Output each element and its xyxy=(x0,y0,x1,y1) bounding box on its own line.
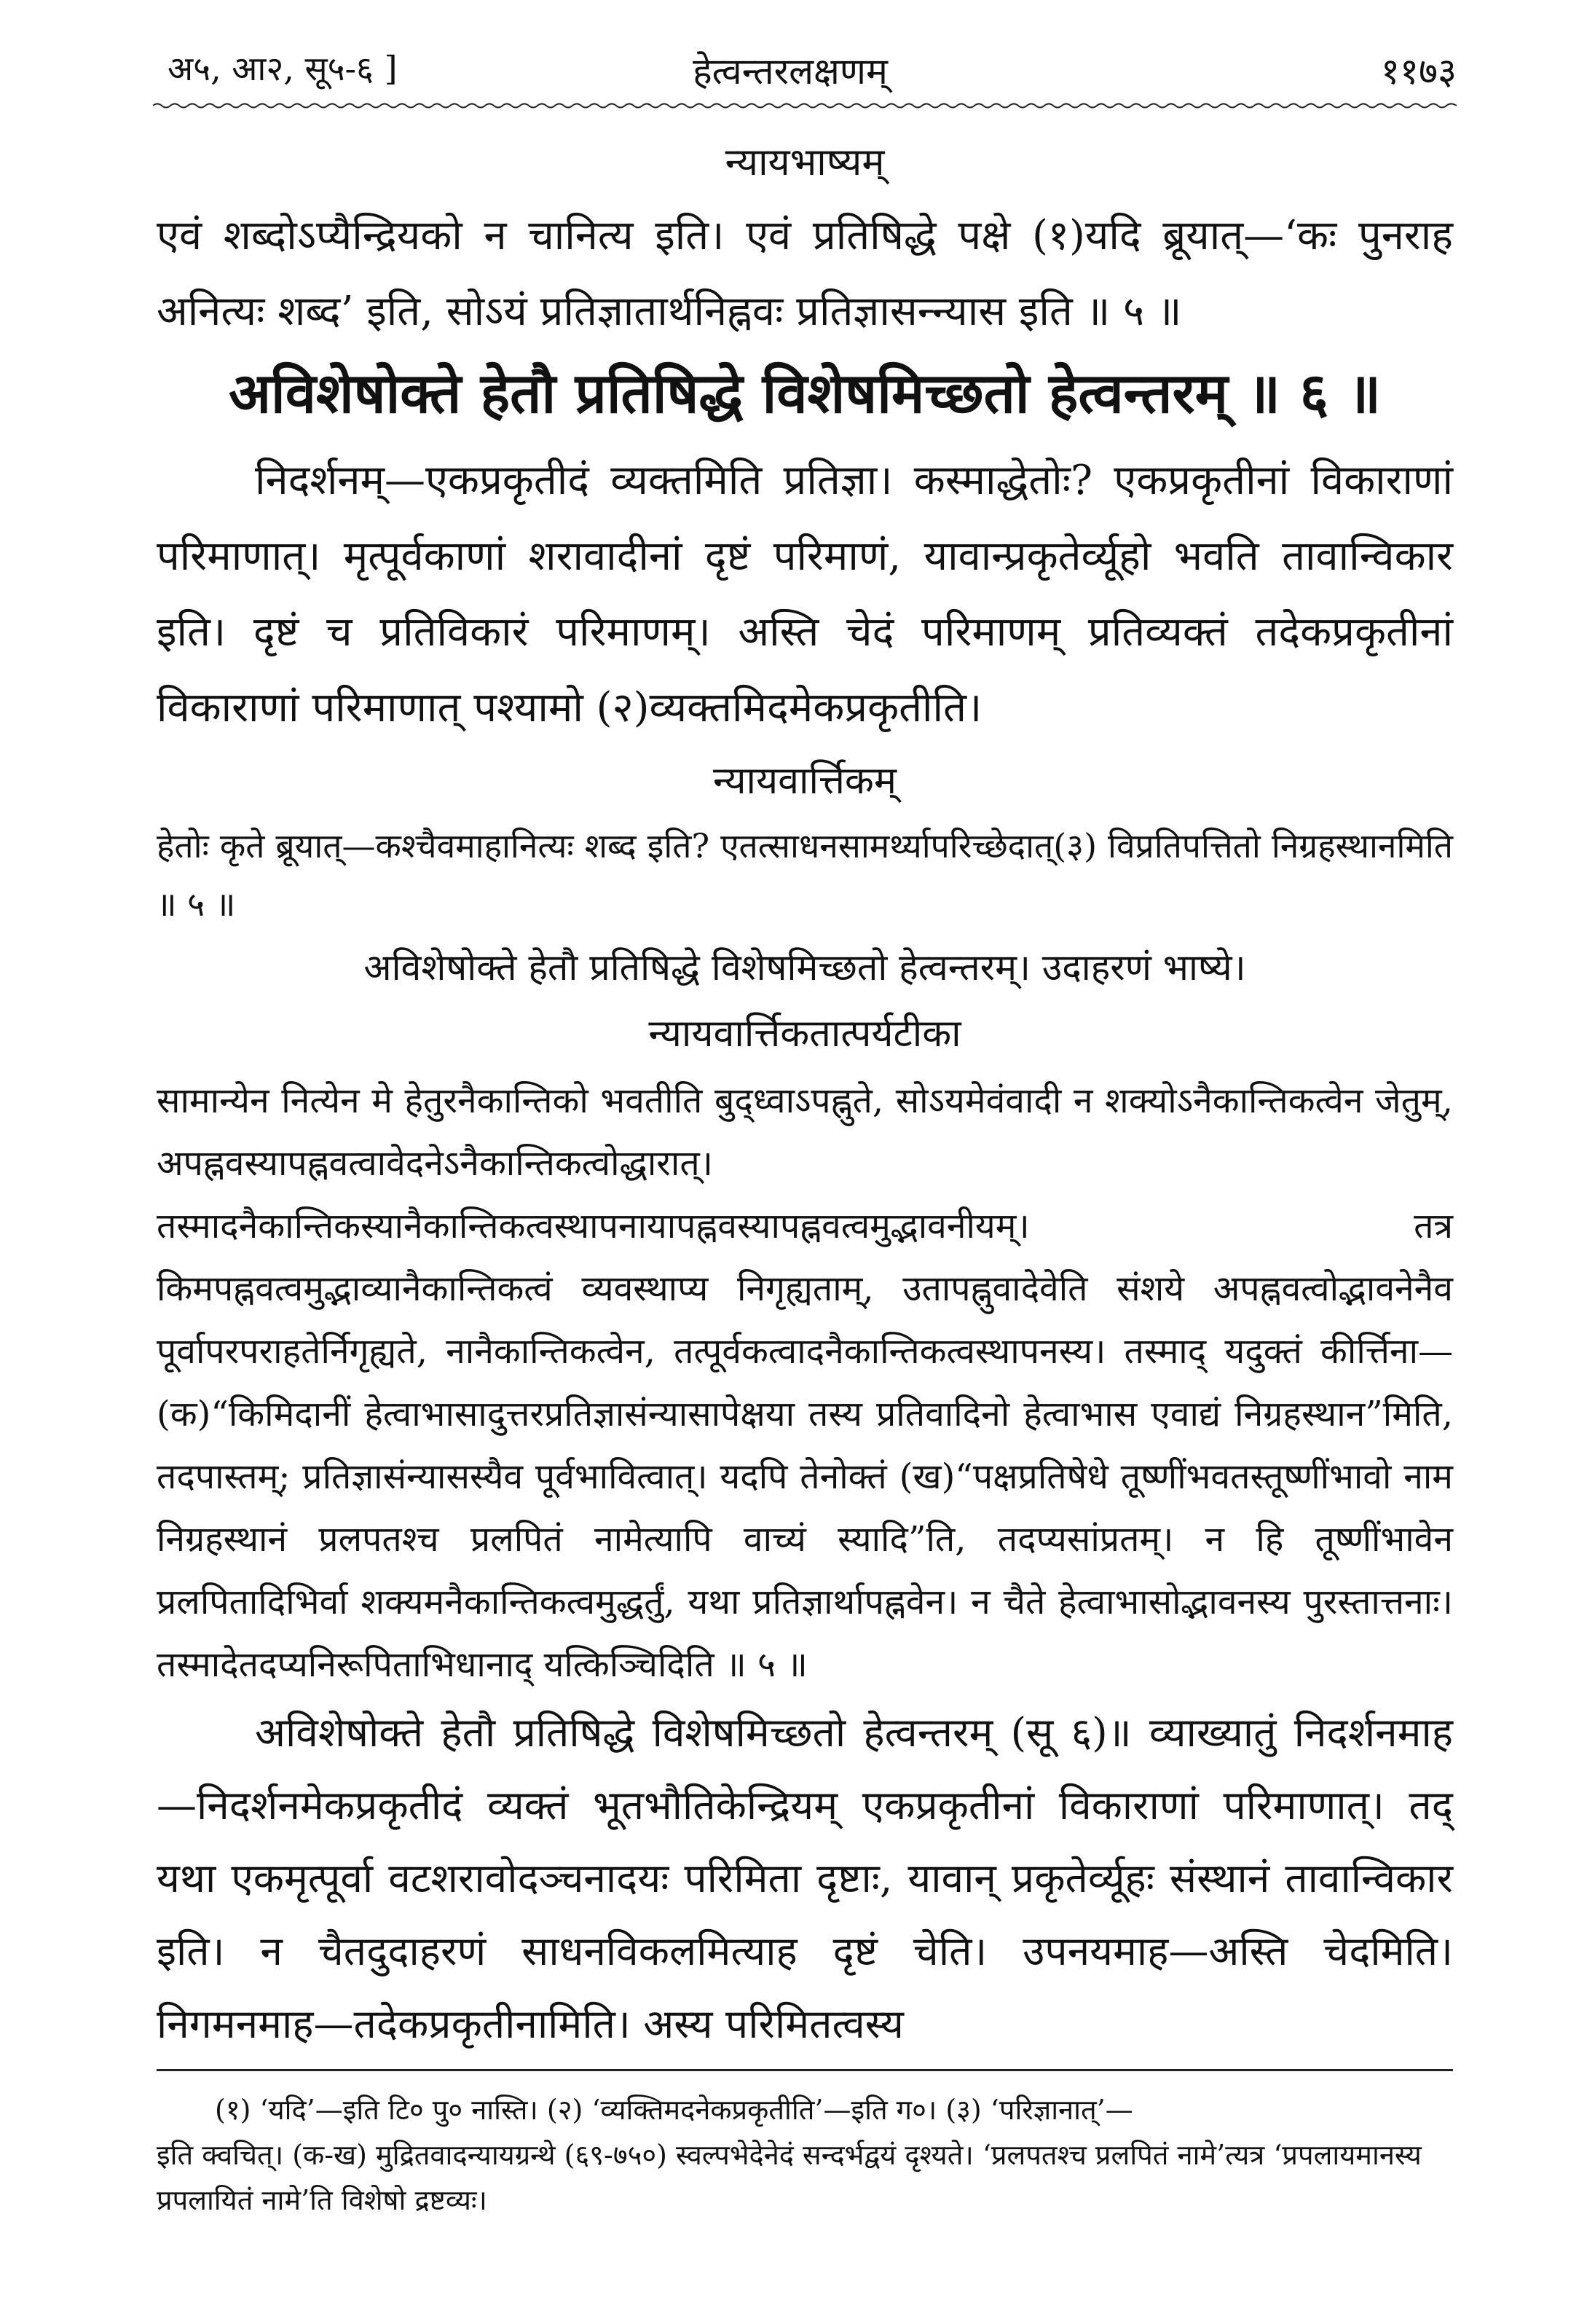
footnote-divider xyxy=(157,2069,1453,2071)
nyayavartika-text: हेतोः कृते ब्रूयात्—कश्चैवमाहानित्यः शब्द इति? एतत्साधनसामर्थ्यापरिच्छेदात्(३) विप्रतिपत्तितो निग्रहस्थानमिति ॥ ५ ॥ xyxy=(157,826,1453,924)
page-content xyxy=(157,127,1453,2223)
tika-text: सामान्येन नित्येन मे हेतुरनैकान्तिको भवतीति बुद्ध्वाऽपह्नुते, सोऽयमेवंवादी न शक्योऽनैकान्तिकत्वेन जेतुम्, अपह्नवस्यापह्नवत्वावेदनेऽनैकान्तिकत्वोद्धारात्। तस्मादनैकान्तिकस्यानैकान्तिकत्वस्थापनायापह्नवस्यापह्नवत्वमुद्भावनीयम्। तत्र किमपह्नवत्वमुद्भाव्यानैकान्तिकत्वं व्यवस्थाप्य निगृह्यताम्, उतापह्नुवादेवेति संशये अपह्नवत्वोद्भावनेनैव पूर्वापरपराहतेर्निगृह्यते, नानैकान्तिकत्वेन, तत्पूर्वकत्वादनैकान्तिकत्वस्थापनस्य। तस्माद् यदुक्तं कीर्त्तिना—(क)“किमिदानीं हेत्वाभासादुत्तरप्रतिज्ञासंन्यासापेक्षया तस्य प्रतिवादिनो हेत्वाभास एवाद्यं निग्रहस्थान”मिति, तदपास्तम्; प्रतिज्ञासंन्यासस्यैव पूर्वभावित्वात्। यदपि तेनोक्तं (ख)“पक्षप्रतिषेधे तूष्णींभवतस्तूष्णींभावो नाम निग्रहस्थानं प्रलपतश्च प्रलपितं नामेत्यापि वाच्यं स्यादि”ति, तदप्यसांप्रतम्। न हि तूष्णींभावेन प्रलपितादिभिर्वा शक्यमनैकान्तिकत्वमुद्धर्तुं, यथा प्रतिज्ञार्थापह्नवेन। न चैते हेत्वाभासोद्भावनस्य पुरस्तात्तनाः। तस्मादेतदप्यनिरूपिताभिधानाद् यत्किञ्चिदिति ॥ ५ ॥ xyxy=(157,1080,1453,1685)
nyayavartika-title: न्यायवार्त्तिकम् xyxy=(713,759,897,803)
tika-title: न्यायवार्त्तिकतात्पर्यटीका xyxy=(648,1012,961,1056)
footnote-line-1: (१) ‘यदि’—इति टि० पु० नास्ति। (२) ‘व्यक्तिमदनेकप्रकृतीति’—इति ग०। (३) ‘परिज्ञानात्’— xyxy=(215,2094,1133,2126)
page-number: ११७३ xyxy=(1381,50,1457,93)
vartika-sutra-line: अविशेषोक्ते हेतौ प्रतिषिद्धे विशेषमिच्छतो हेत्वन्तरम्। उदाहरणं भाष्ये। xyxy=(363,946,1246,989)
bhashya-nidarshana: निदर्शनम्—एकप्रकृतीदं व्यक्तमिति प्रतिज्ञा। कस्माद्धेतोः? एकप्रकृतीनां विकाराणां परिमाणात्। मृत्पूर्वकाणां शरावादीनां दृष्टं परिमाणं, यावान्प्रकृतेर्व्यूहो भवति तावान्विकार इति। दृष्टं च प्रतिविकारं परिमाणम्। अस्ति चेदं परिमाणम् प्रतिव्यक्तं तदेकप्रकृतीनां विकाराणां परिमाणात् पश्यामो (२)व्यक्तमिदमेकप्रकृतीति। xyxy=(157,457,1453,731)
header-title: हेत्वन्तरलक्षणम् xyxy=(693,50,888,93)
header-wavy-rule xyxy=(153,102,1457,109)
footnote-line-2: इति क्वचित्। (क-ख) मुद्रितवादन्यायग्रन्थे (६९-७५०) स्वल्पभेदेनेदं सन्दर्भद्वयं दृश्यते। ‘प्रलपतश्च प्रलपितं नामे’त्यत्र ‘प्रपलायमानस्य प्रपलायितं नामे’ति विशेषो द्रष्टव्यः। xyxy=(157,2139,1422,2216)
page-header xyxy=(124,29,1457,102)
nyayabhashya-text: एवं शब्दोऽप्यैन्द्रियको न चानित्य इति। एवं प्रतिषिद्धे पक्षे (१)यदि ब्रूयात्—‘कः पुनराह अनित्यः शब्द’ इति, सोऽयं प्रतिज्ञातार्थनिह्नवः प्रतिज्ञासन्न्यास इति ॥ ५ ॥ xyxy=(157,212,1453,335)
header-reference: अ५, आ२, सू५-६ ] xyxy=(168,49,398,88)
footnotes xyxy=(157,2087,1453,2223)
vyakhya-text: अविशेषोक्ते हेतौ प्रतिषिद्धे विशेषमिच्छतो हेत्वन्तरम् (सू ६)॥ व्याख्यातुं निदर्शनमाह—निदर्शनमेकप्रकृतीदं व्यक्तं भूतभौतिकेन्द्रियम् एकप्रकृतीनां विकाराणां परिमाणात्। तद् यथा एकमृत्पूर्वा वटशरावोदञ्चनादयः परिमिता दृष्टाः, यावान् प्रकृतेर्व्यूहः संस्थानं तावान्विकार इति। न चैतदुदाहरणं साधनविकलमित्याह दृष्टं चेति। उपनयमाह—अस्ति चेदमिति। निगमनमाह—तदेकप्रकृतीनामिति। अस्य परिमितत्वस्य xyxy=(157,1709,1453,2047)
nyayabhashya-title: न्यायभाष्यम् xyxy=(725,141,885,184)
sutra-6: अविशेषोक्ते हेतौ प्रतिषिद्धे विशेषमिच्छतो हेत्वन्तरम् ॥ ६ ॥ xyxy=(228,361,1382,425)
